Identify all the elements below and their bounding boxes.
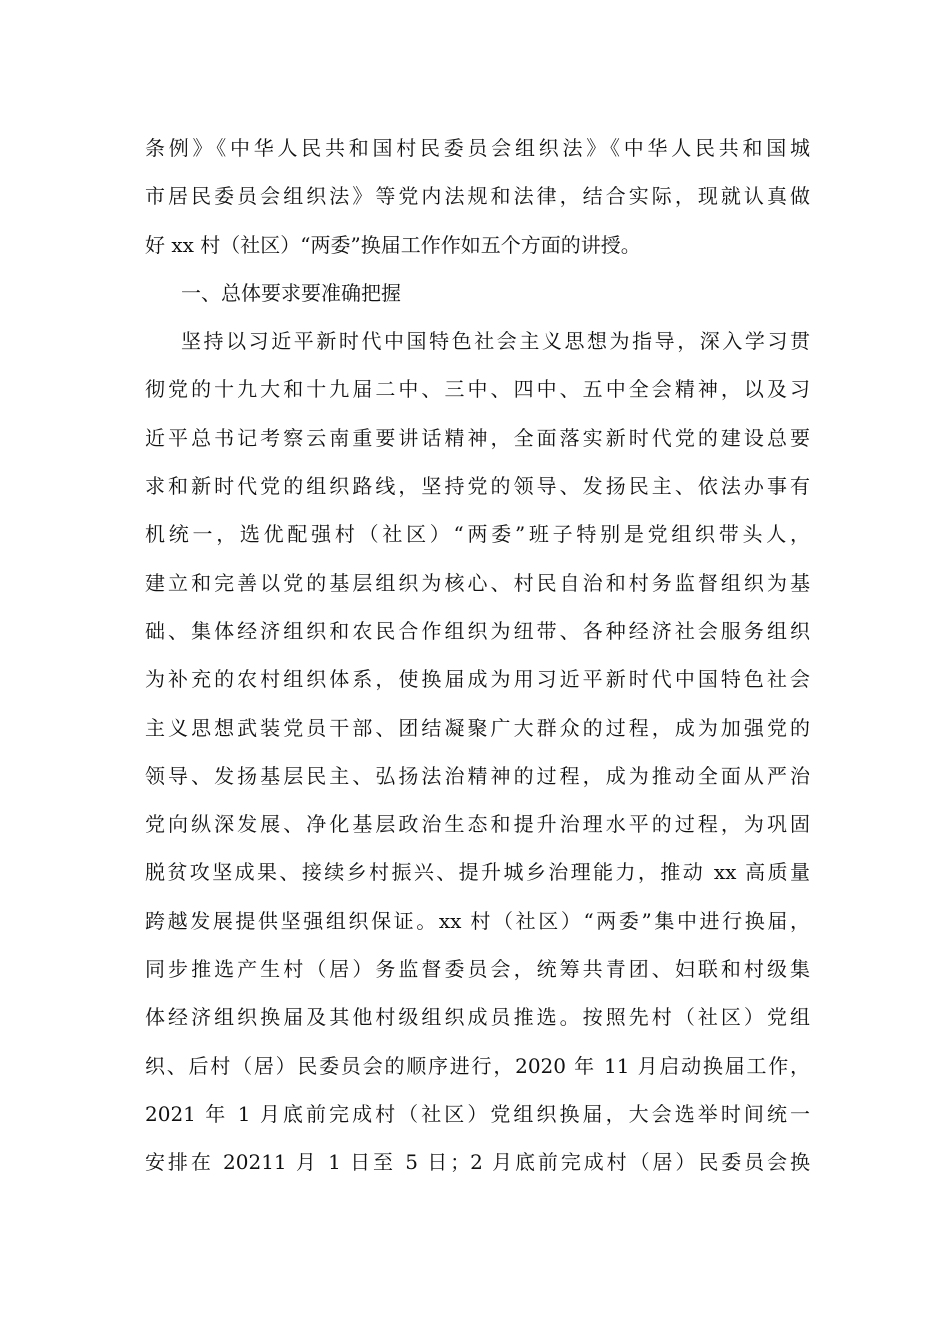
text-line: 为补充的农村组织体系，使换届成为用习近平新时代中国特色社会 [145,667,810,692]
text-line: 跨越发展提供坚强组织保证。xx 村（社区）“两委”集中进行换届， [145,908,810,933]
text-line: 党向纵深发展、净化基层政治生态和提升治理水平的过程，为巩固 [145,812,810,837]
text-line: 建立和完善以党的基层组织为核心、村民自治和村务监督组织为基 [145,570,810,595]
section-heading: 一、总体要求要准确把握 [181,280,401,305]
text-line: 脱贫攻坚成果、接续乡村振兴、提升城乡治理能力，推动 xx 高质量 [145,860,810,885]
text-line: 安排在 20211 月 1 日至 5 日；2 月底前完成村（居）民委员会换 [145,1150,810,1175]
text-line: 2021 年 1 月底前完成村（社区）党组织换届，大会选举时间统一 [145,1101,810,1126]
text-line: 主义思想武装党员干部、团结凝聚广大群众的过程，成为加强党的 [145,715,810,740]
text-line: 条例》《中华人民共和国村民委员会组织法》《中华人民共和国城 [145,136,810,160]
text-line: 好 xx 村（社区）“两委”换届工作作如五个方面的讲授。 [145,232,641,257]
text-line: 坚持以习近平新时代中国特色社会主义思想为指导，深入学习贯 [181,329,810,354]
text-line: 彻党的十九大和十九届二中、三中、四中、五中全会精神，以及习 [145,377,810,402]
text-line: 同步推选产生村（居）务监督委员会，统筹共青团、妇联和村级集 [145,957,810,982]
text-line: 体经济组织换届及其他村级组织成员推选。按照先村（社区）党组 [145,1005,810,1030]
text-line: 织、后村（居）民委员会的顺序进行，2020 年 11 月启动换届工作， [145,1053,810,1078]
text-line: 市居民委员会组织法》等党内法规和法律，结合实际，现就认真做 [145,184,810,209]
text-line: 求和新时代党的组织路线，坚持党的领导、发扬民主、依法办事有 [145,474,810,499]
body-text [145,126,810,1189]
text-line: 近平总书记考察云南重要讲话精神，全面落实新时代党的建设总要 [145,425,810,450]
text-line: 础、集体经济组织和农民合作组织为纽带、各种经济社会服务组织 [145,618,810,643]
text-line: 领导、发扬基层民主、弘扬法治精神的过程，成为推动全面从严治 [145,763,810,788]
text-line: 机统一，选优配强村（社区）“两委”班子特别是党组织带头人， [145,522,810,547]
